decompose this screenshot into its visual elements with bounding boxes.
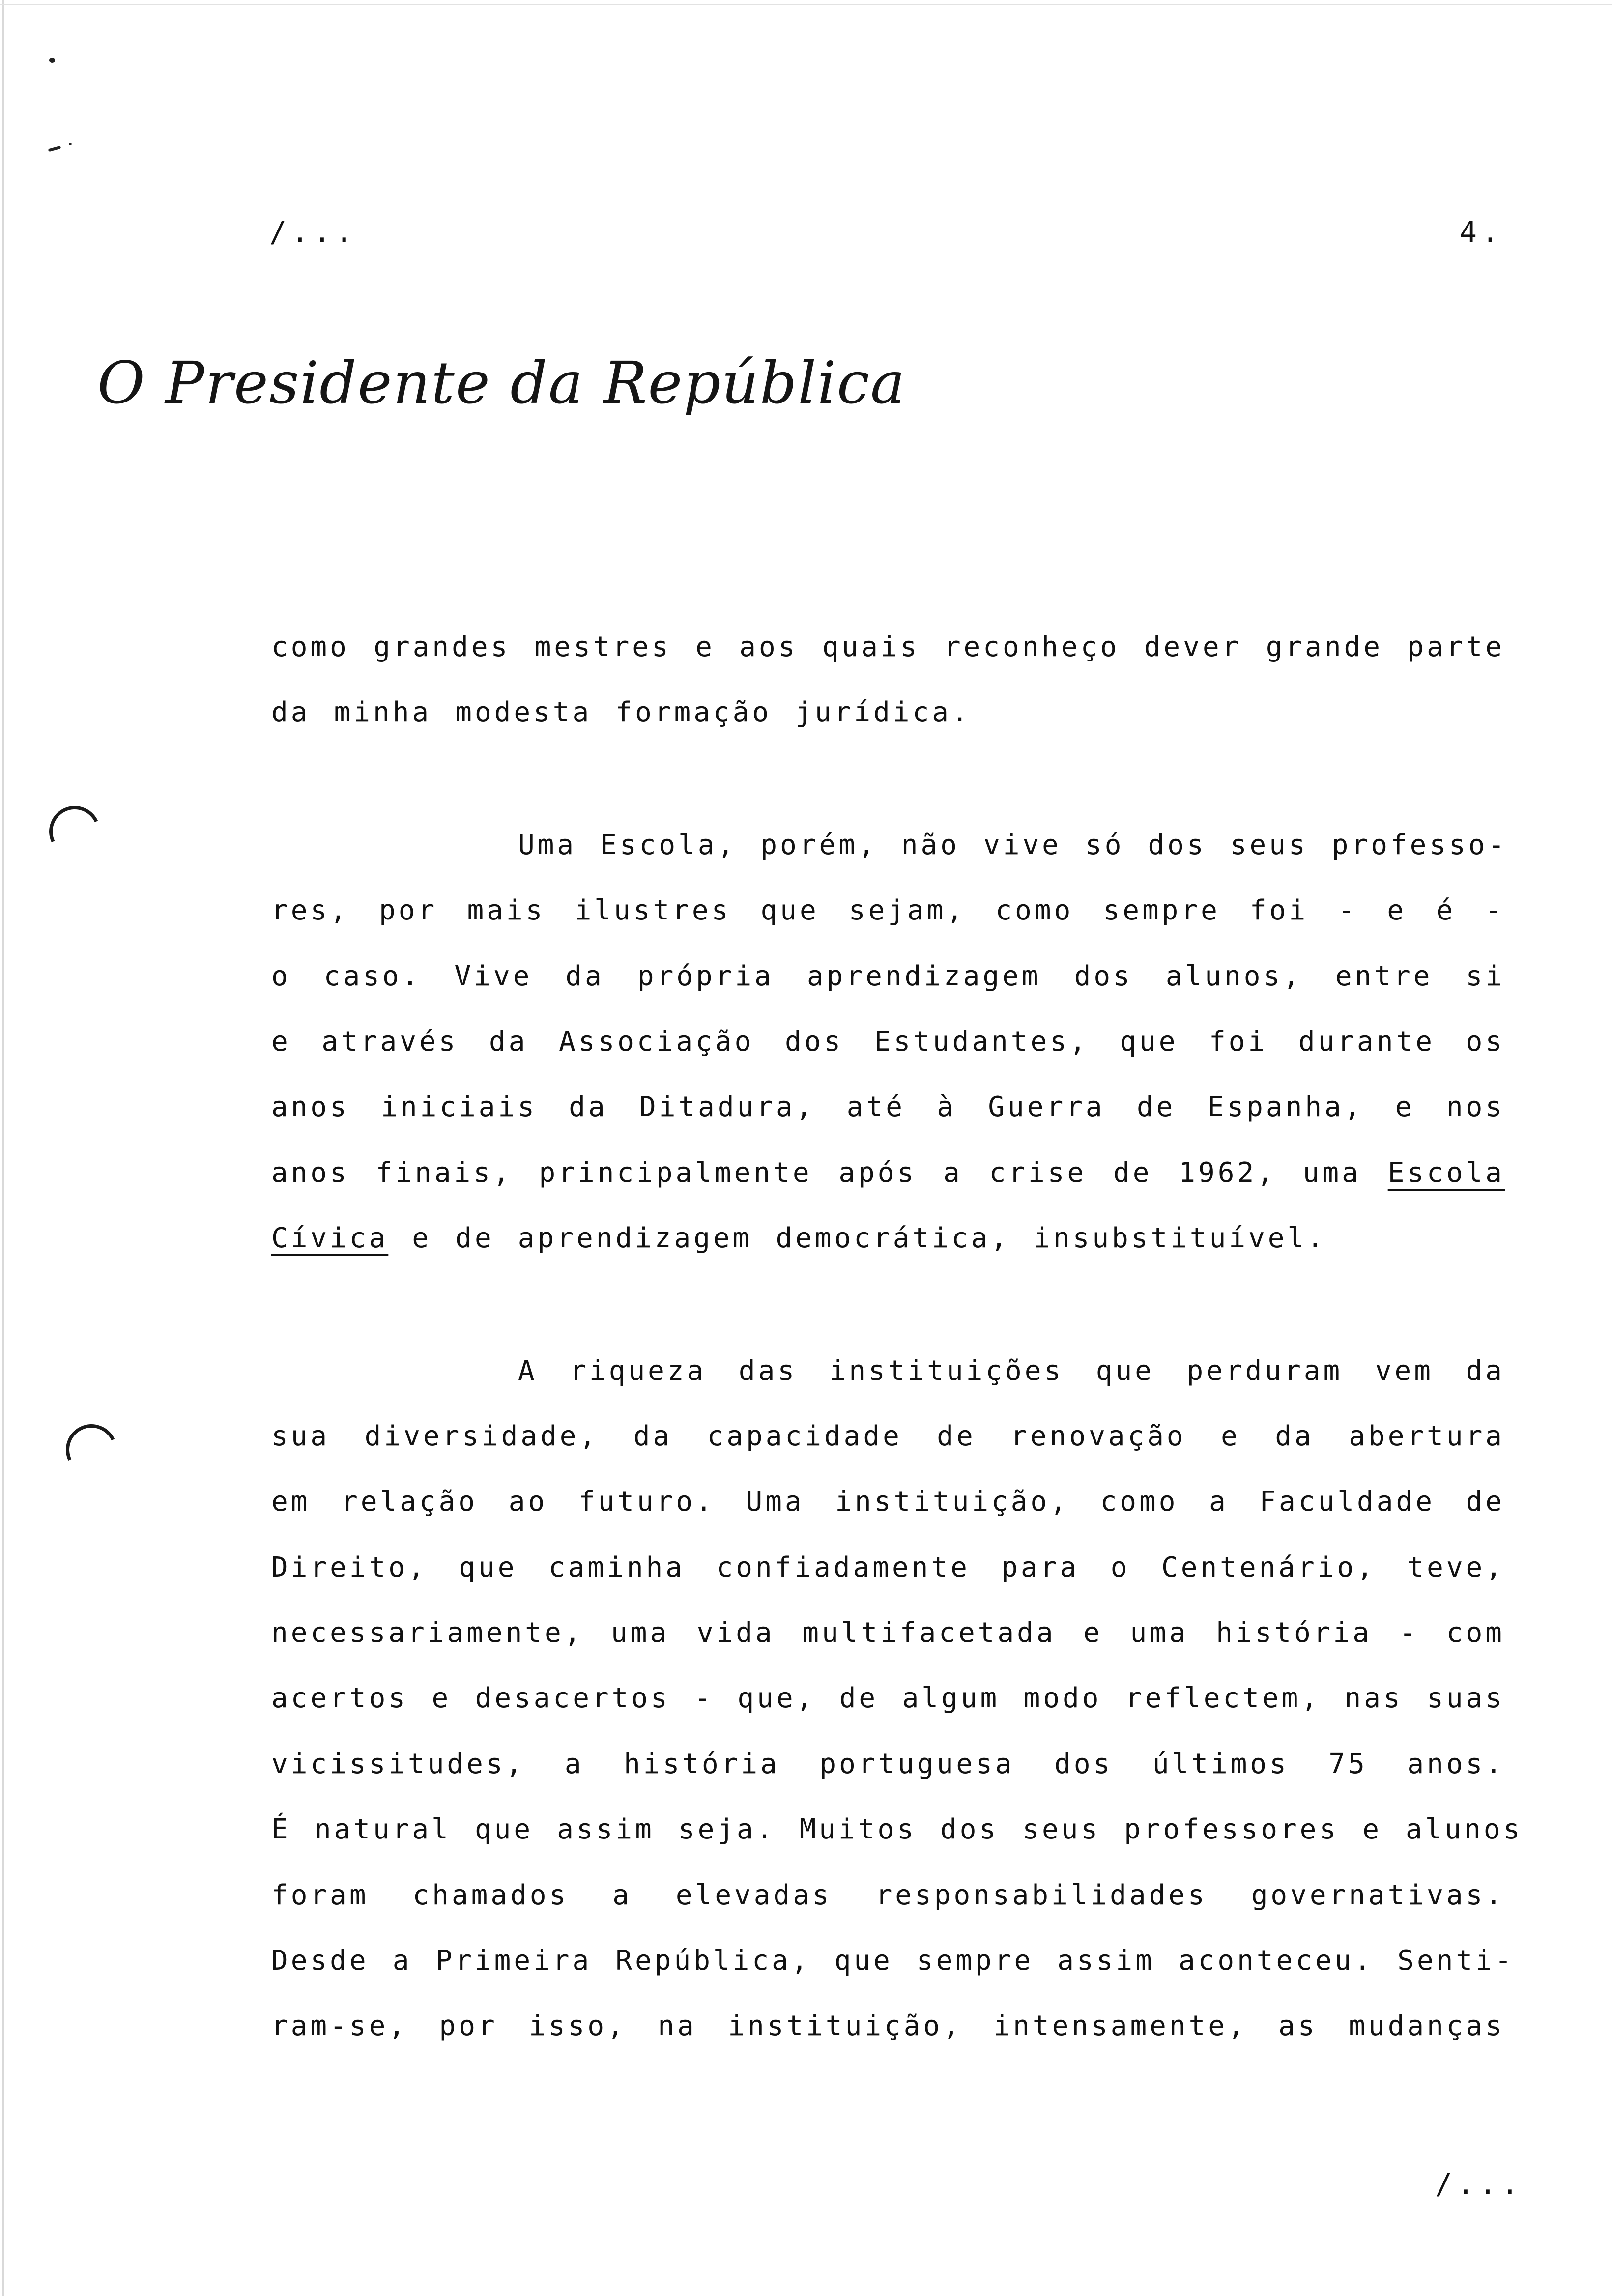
scan-edge-line (2, 0, 4, 2296)
text-line: Uma Escola, porém, não vive só dos seus professo- (518, 829, 1508, 861)
letterhead-title: O Presidente da República (97, 349, 906, 417)
text-line (271, 1221, 1505, 1287)
underlined-word: Escola (1387, 1156, 1505, 1189)
text-line: acertos e desacertos - que, de algum modo reflectem, nas suas (271, 1682, 1505, 1715)
text-line: sua diversidade, da capacidade de renovação e da abertura (271, 1420, 1505, 1452)
text-line: vicissitudes, a história portuguesa dos últimos 75 anos. (271, 1748, 1505, 1780)
text-line: foram chamados a elevadas responsabilidades governativas. (271, 1879, 1505, 1911)
text-line: e através da Associação dos Estudantes, que foi durante os (271, 1025, 1505, 1058)
document-body (271, 630, 1523, 2075)
text-line: Desde a Primeira República, que sempre assim aconteceu. Senti- (271, 1945, 1515, 1977)
text-line: Direito, que caminha confiadamente para o Centenário, teve, (271, 1551, 1505, 1583)
text-line: A riqueza das instituições que perduram vem da (518, 1354, 1505, 1387)
scan-speck (69, 143, 72, 145)
text-line: da minha modesta formação jurídica. (271, 696, 971, 729)
continuation-mark-bottom: /... (1435, 2167, 1524, 2201)
text-line: em relação ao futuro. Uma instituição, como a Faculdade de (271, 1486, 1505, 1518)
text-line: res, por mais ilustres que sejam, como sempre foi - e é - (271, 894, 1505, 927)
punch-hole-mark (58, 1417, 124, 1482)
continuation-mark-top: /... (269, 215, 358, 249)
text-line: anos iniciais da Ditadura, até à Guerra de Espanha, e nos (271, 1091, 1505, 1123)
text-segment: anos finais, principalmente após a crise de 1962, uma (271, 1156, 1361, 1189)
scan-speck (48, 146, 61, 152)
underlined-word: Cívica (271, 1222, 389, 1255)
scan-top-line (0, 4, 1612, 5)
scan-speck (49, 58, 55, 63)
punch-hole-mark (42, 799, 107, 864)
text-line: o caso. Vive da própria aprendizagem dos alunos, entre si (271, 960, 1505, 992)
text-line: É natural que assim seja. Muitos dos seus professores e alunos (271, 1813, 1523, 1846)
page-number: 4. (1460, 215, 1504, 249)
text-line: como grandes mestres e aos quais reconheço dever grande parte (271, 631, 1505, 663)
text-line (271, 1156, 1505, 1221)
text-line: necessariamente, uma vida multifacetada e uma história - com (271, 1617, 1505, 1649)
text-segment: e de aprendizagem democrática, insubstituível. (412, 1222, 1326, 1255)
text-line: ram-se, por isso, na instituição, intensamente, as mudanças (271, 2010, 1505, 2042)
